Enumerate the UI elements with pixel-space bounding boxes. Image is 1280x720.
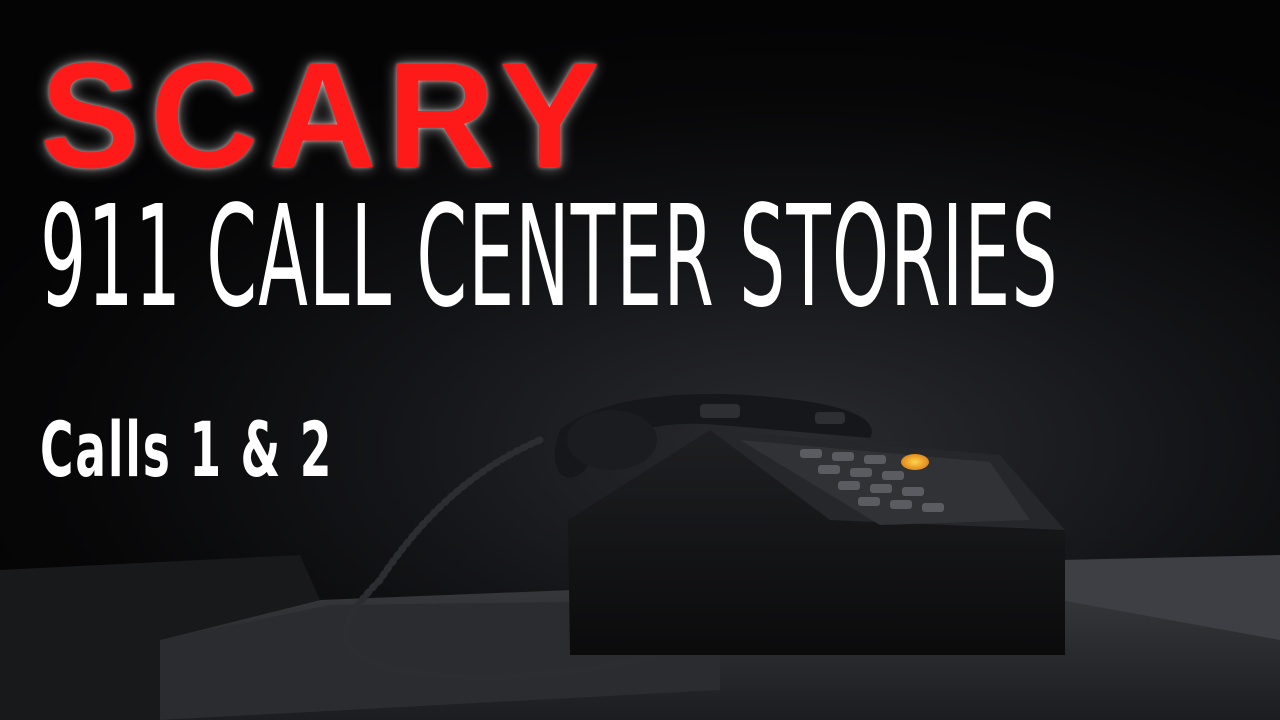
- headline-scary: SCARY: [40, 31, 610, 199]
- subtitle-calls: Calls 1 & 2: [40, 405, 334, 494]
- title-911-call-center-stories: 911 CALL CENTER STORIES: [40, 176, 1059, 339]
- telephone-icon: [555, 394, 1065, 655]
